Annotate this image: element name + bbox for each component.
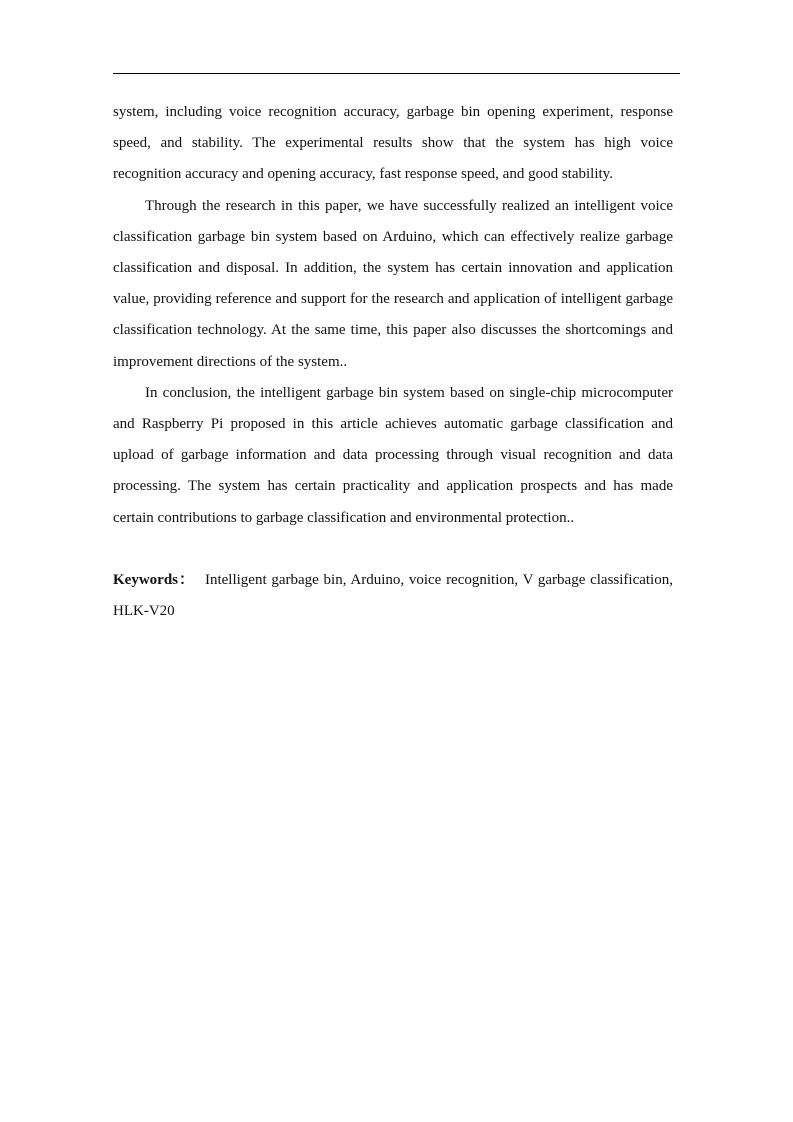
keywords-line	[113, 565, 673, 627]
keywords-separator: ：	[178, 571, 195, 588]
abstract-paragraph-continued: system, including voice recognition accuracy, garbage bin opening experiment, response speed, and stability. The experimental results show that the system has high voice recognition accuracy and opening accuracy, fast response speed, and good stability.	[113, 104, 673, 183]
abstract-body	[113, 97, 673, 627]
keywords-label: Keywords	[113, 571, 178, 588]
keywords-text: Intelligent garbage bin, Arduino, voice recognition, V garbage classification, HLK-V20	[113, 571, 673, 620]
header-rule	[113, 73, 680, 74]
abstract-paragraph-conclusion: In conclusion, the intelligent garbage bin system based on single-chip microcomputer and Raspberry Pi proposed in this article achieves automatic garbage classification and upload of garbage information and data processing through visual recognition and data processing. The system has certain practicality and application prospects and has made certain contributions to garbage classification and environmental protection..	[113, 384, 673, 526]
abstract-paragraph-research-summary: Through the research in this paper, we have successfully realized an intelligent voice classification garbage bin system based on Arduino, which can effectively realize garbage classification and disposal. In addition, the system has certain innovation and application value, providing reference and support for the research and application of intelligent garbage classification technology. At the same time, this paper also discusses the shortcomings and improvement directions of the system..	[113, 197, 673, 370]
